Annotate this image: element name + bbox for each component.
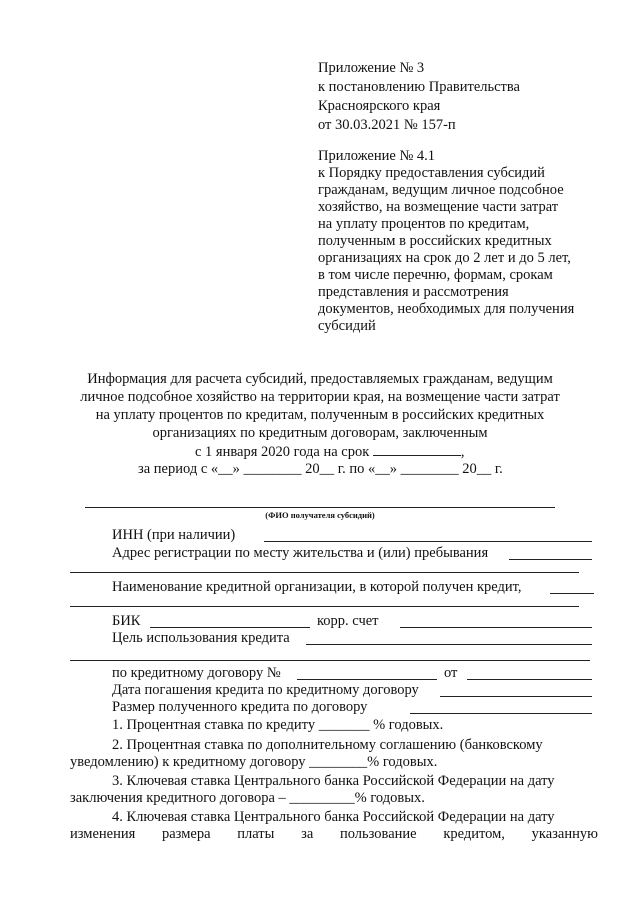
appendix-41-line: на уплату процентов по кредитам,: [318, 216, 530, 232]
heading-line: Информация для расчета субсидий, предоставляемых гражданам, ведущим: [87, 371, 553, 387]
item-4-line1: 4. Ключевая ставка Центрального банка Российской Федерации на дату: [112, 809, 555, 825]
appendix-3-date: от 30.03.2021 № 157-п: [318, 117, 456, 133]
appendix-41-line: в том числе перечню, формам, срокам: [318, 267, 553, 283]
item-3-line1: 3. Ключевая ставка Центрального банка Российской Федерации на дату: [112, 773, 555, 789]
appendix-3-line: Красноярского края: [318, 98, 441, 114]
item-4-line2: изменения размера платы за пользование кредитом, указанную: [70, 826, 598, 842]
appendix-41-line: представления и рассмотрения: [318, 284, 509, 300]
appendix-41-title: Приложение № 4.1: [318, 148, 436, 164]
heading-line: организациях по кредитным договорам, заключенным: [152, 425, 488, 441]
contract-label: по кредитному договору №: [112, 665, 281, 681]
address-label: Адрес регистрации по месту жительства и (или) пребывания: [112, 545, 489, 561]
heading-line: личное подсобное хозяйство на территории края, на возмещение части затрат: [80, 389, 560, 405]
contract-date-field[interactable]: [467, 679, 592, 680]
bik-field[interactable]: [150, 627, 310, 628]
appendix-41-line: полученным в российских кредитных: [318, 233, 552, 249]
corr-field[interactable]: [400, 627, 592, 628]
contract-number-field[interactable]: [297, 679, 437, 680]
heading-period: за период с «__» ________ 20__ г. по «__» ________ 20__ г.: [138, 461, 503, 477]
bank-field[interactable]: [550, 593, 594, 594]
address-field-line2[interactable]: [70, 572, 579, 573]
item-1: 1. Процентная ставка по кредиту _______ % годовых.: [112, 717, 444, 733]
appendix-41-line: гражданам, ведущим личное подсобное: [318, 182, 564, 198]
term-blank[interactable]: [373, 443, 461, 456]
purpose-field-line2[interactable]: [70, 660, 590, 661]
bik-label: БИК: [112, 613, 141, 629]
repay-label: Дата погашения кредита по кредитному договору: [112, 682, 419, 698]
item-3-line2: заключения кредитного договора – _________% годовых.: [70, 790, 425, 806]
inn-field[interactable]: [264, 541, 592, 542]
address-field[interactable]: [509, 559, 592, 560]
purpose-field[interactable]: [306, 644, 592, 645]
inn-label: ИНН (при наличии): [112, 527, 236, 543]
fio-underline[interactable]: [85, 507, 555, 508]
bank-field-line2[interactable]: [70, 606, 579, 607]
purpose-label: Цель использования кредита: [112, 630, 290, 646]
heading-since: с 1 января 2020 года на срок ,: [195, 444, 465, 460]
repay-field[interactable]: [440, 696, 592, 697]
appendix-41-line: хозяйство, на возмещение части затрат: [318, 199, 559, 215]
contract-from-label: от: [444, 665, 458, 681]
appendix-3-line: к постановлению Правительства: [318, 79, 520, 95]
size-label: Размер полученного кредита по договору: [112, 699, 368, 715]
bank-label: Наименование кредитной организации, в которой получен кредит,: [112, 579, 522, 595]
appendix-41-line: организациях на срок до 2 лет и до 5 лет,: [318, 250, 571, 266]
appendix-41-line: субсидий: [318, 318, 376, 334]
item-2-line1: 2. Процентная ставка по дополнительному соглашению (банковскому: [112, 737, 543, 753]
fio-caption: (ФИО получателя субсидий): [265, 510, 375, 520]
appendix-41-line: документов, необходимых для получения: [318, 301, 575, 317]
appendix-41-line: к Порядку предоставления субсидий: [318, 165, 545, 181]
appendix-3-title: Приложение № 3: [318, 60, 425, 76]
size-field[interactable]: [410, 713, 592, 714]
corr-label: корр. счет: [317, 613, 379, 629]
item-2-line2: уведомлению) к кредитному договору ________% годовых.: [70, 754, 438, 770]
heading-line: на уплату процентов по кредитам, полученным в российских кредитных: [95, 407, 545, 423]
